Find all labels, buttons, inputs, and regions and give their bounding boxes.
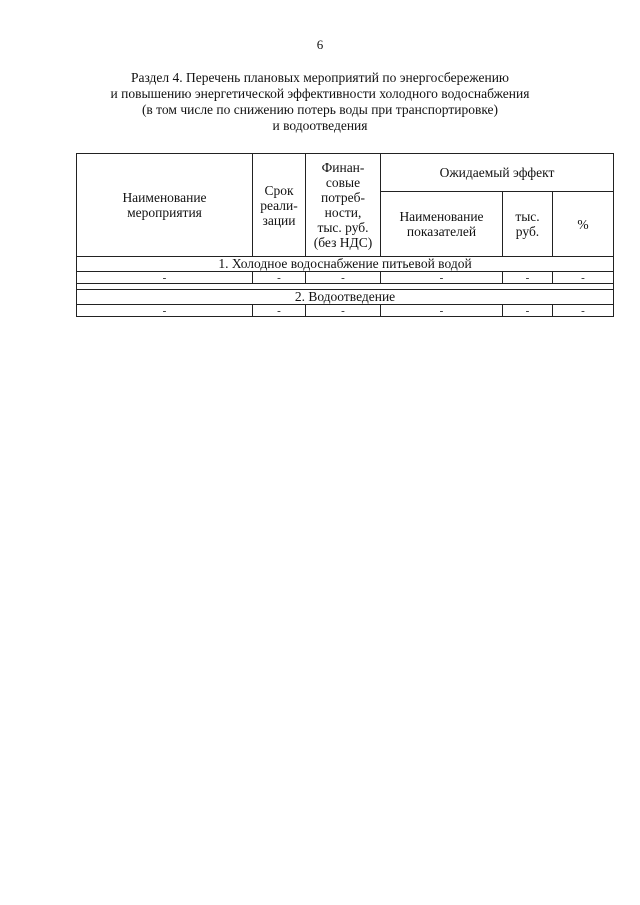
- header-indicators: [381, 192, 503, 257]
- header-term: [253, 154, 306, 257]
- header-percent: %: [553, 192, 614, 257]
- header-text: (без НДС): [313, 235, 373, 250]
- table-cell: -: [503, 305, 553, 317]
- table-row: [77, 305, 614, 317]
- header-text: показателей: [406, 224, 477, 239]
- page-number: 6: [316, 37, 324, 52]
- title-line: и повышению энергетической эффективности холодного водоснабжения: [110, 86, 530, 101]
- table-cell: -: [553, 272, 614, 284]
- table-cell: -: [381, 272, 503, 284]
- title-line: Раздел 4. Перечень плановых мероприятий по энергосбережению: [130, 70, 510, 85]
- header-text: Наименование: [399, 209, 484, 224]
- header-text: потреб-: [321, 190, 365, 205]
- header-text: зации: [262, 212, 296, 228]
- header-text: руб.: [515, 224, 540, 239]
- table-cell: -: [77, 272, 253, 284]
- header-text: совые: [325, 175, 361, 190]
- header-text: тыс.: [515, 209, 540, 224]
- section-title: [60, 70, 580, 134]
- table-cell: -: [553, 305, 614, 317]
- section-row: [77, 257, 614, 272]
- section-title-cell: 2. Водоотведение: [77, 290, 614, 305]
- table-cell: -: [253, 272, 306, 284]
- header-thousand-rub: [503, 192, 553, 257]
- header-expected-effect: Ожидаемый эффект: [381, 154, 614, 192]
- header-text: Наименование: [122, 190, 207, 205]
- table-row: [77, 272, 614, 284]
- header-measure-name: [77, 154, 253, 257]
- header-text: ности,: [324, 205, 362, 220]
- table-cell: -: [381, 305, 503, 317]
- table-cell: -: [306, 272, 381, 284]
- section-row: [77, 290, 614, 305]
- header-finance: [306, 154, 381, 257]
- title-line: и водоотведения: [272, 118, 368, 133]
- header-text: Срок: [264, 182, 294, 198]
- header-text: реали-: [260, 197, 298, 213]
- table-cell: -: [503, 272, 553, 284]
- section-title-cell: 1. Холодное водоснабжение питьевой водой: [77, 257, 614, 272]
- header-text: мероприятия: [127, 205, 202, 220]
- header-text: Финан-: [321, 160, 365, 175]
- table-cell: -: [77, 305, 253, 317]
- table-cell: -: [306, 305, 381, 317]
- title-line: (в том числе по снижению потерь воды при транспортировке): [141, 102, 499, 117]
- measures-table: [76, 153, 614, 317]
- header-text: тыс. руб.: [317, 220, 369, 235]
- table-cell: -: [253, 305, 306, 317]
